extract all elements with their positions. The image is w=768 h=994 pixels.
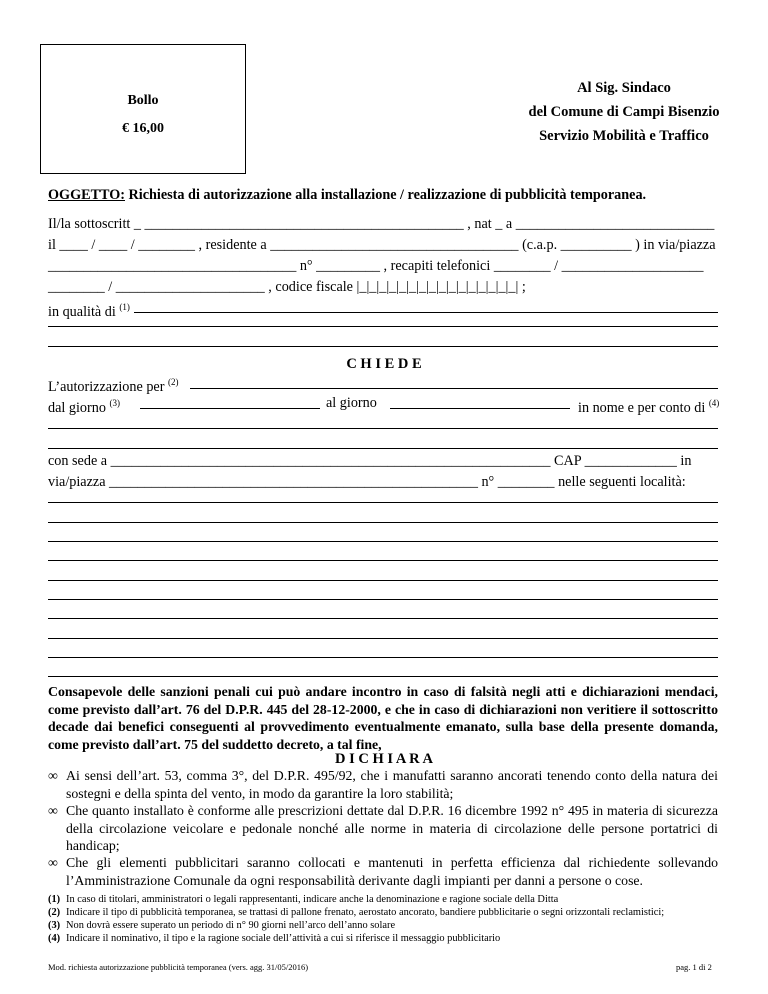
location-line[interactable] [48,560,718,561]
location-line[interactable] [48,522,718,523]
qualita-field-continued-2[interactable] [48,346,718,347]
location-line[interactable] [48,541,718,542]
qualita-field[interactable] [134,312,718,313]
note-ref-1: (1) [119,302,130,312]
addressee-line-2: del Comune di Campi Bisenzio [528,104,720,120]
footnotes [48,893,718,945]
subject-label: OGGETTO: [48,187,125,203]
location-line[interactable] [48,580,718,581]
bullet-icon: ∞ [48,768,58,783]
chiede-heading: C H I E D E [346,356,422,372]
location-line[interactable] [48,502,718,503]
subject [48,186,646,204]
on-behalf-label: in nome e per conto di $^{(4)}$ [578,398,720,416]
footnote: (2) Indicare il tipo di pubblicità temporanea, se trattasi di pallone frenato, aerostato ancorato, bandiere pubblicitarie o segni orizzontali reclamistici; [48,907,665,918]
location-line[interactable] [48,638,718,639]
seat-line[interactable]: con sede a ______________________________________________________________ CAP _____________ in [48,453,692,469]
applicant-line-2[interactable]: il ____ / ____ / ________ , residente a ___________________________________ (c.a.p. __________ ) in via/piazza [48,237,716,253]
location-line[interactable] [48,599,718,600]
addressee-line-1: Al Sig. Sindaco [577,80,671,96]
authorization-label: L’autorizzazione per $^{(2)}$ [48,377,179,395]
footer-page-number: pag. 1 di 2 [676,962,712,972]
declaration-item: ∞ Ai sensi dell’art. 53, comma 3°, del D.P.R. 495/92, che i manufatti saranno ancorati tenendo conto della natura dei sostegni e della spinta del vento, in modo da garantire la loro stabilità; [48,768,718,801]
on-behalf-field[interactable] [48,428,718,429]
period-to-field[interactable] [390,408,570,409]
footnote: (1) In caso di titolari, amministratori o legali rappresentanti, indicare anche la denominazione e ragione sociale della Ditta [48,894,559,905]
stamp-box [40,44,246,174]
period-from-label: dal giorno $^{(3)}$ [48,398,120,416]
bullet-icon: ∞ [48,855,58,870]
bullet-icon: ∞ [48,803,58,818]
period-to-label: al giorno [326,395,377,411]
declaration-item: ∞ Che gli elementi pubblicitari saranno collocati e mantenuti in perfetta efficienza dal richiedente sollevando l’Amministrazione Comunale da ogni responsabilità derivante dagli impianti per danni a persone o cose. [48,855,718,888]
footer-form-id: Mod. richiesta autorizzazione pubblicità temporanea (vers. agg. 31/05/2016) [48,962,309,972]
stamp-amount: € 16,00 [122,121,164,136]
footnote: (3) Non dovrà essere superato un periodo di n° 90 giorni nell’arco dell’anno solare [48,920,396,931]
authorization-field[interactable] [190,388,718,389]
street-line[interactable]: via/piazza ____________________________________________________ n° ________ nelle seguenti località: [48,474,686,490]
qualita-label: in qualità di $^{(1)}$ [48,302,130,320]
applicant-line-4[interactable]: ________ / _____________________ , codice fiscale |_|_|_|_|_|_|_|_|_|_|_|_|_|_|_|_| ; [48,279,526,295]
stamp-label: Bollo [127,93,159,108]
declaration-item: ∞ Che quanto installato è conforme alle prescrizioni dettate dal D.P.R. 16 dicembre 1992 n° 495 in materia di sicurezza della circolazione veicolare e pedonale nonché alle norme in materia di circolazione delle persone portatrici di handicap; [48,803,718,853]
period-from-field[interactable] [140,408,320,409]
location-line[interactable] [48,618,718,619]
location-line[interactable] [48,676,718,677]
dichiara-heading: D I C H I A R A [335,751,433,767]
location-line[interactable] [48,657,718,658]
applicant-line-1[interactable]: Il/la sottoscritt _ _____________________________________________ , nat _ a ____________________________ [48,216,715,232]
qualita-field-continued[interactable] [48,326,718,327]
on-behalf-field-2[interactable] [48,448,718,449]
subject-text: Richiesta di autorizzazione alla installazione / realizzazione di pubblicità temporanea. [125,187,647,203]
declaration-intro: Consapevole delle sanzioni penali cui può andare incontro in caso di falsità negli atti e dichiarazioni mendaci, come previsto dall’art. 76 del D.P.R. 445 del 28-12-2000, e che in caso di dichiarazioni non veritiere il sottoscritto decade dai benefici conseguenti al provvedimento eventualmente emanato, sulla base della presente domanda, come previsto dall’art. 75 del suddetto decreto, a tal fine, [48,684,718,752]
addressee-line-3: Servizio Mobilità e Traffico [539,128,709,144]
footnote: (4) Indicare il nominativo, il tipo e la ragione sociale dell’attività a cui si riferisce il messaggio pubblicitario [48,933,501,944]
applicant-line-3[interactable]: ___________________________________ n° _________ , recapiti telefonici ________ / ____________________ [48,258,704,274]
